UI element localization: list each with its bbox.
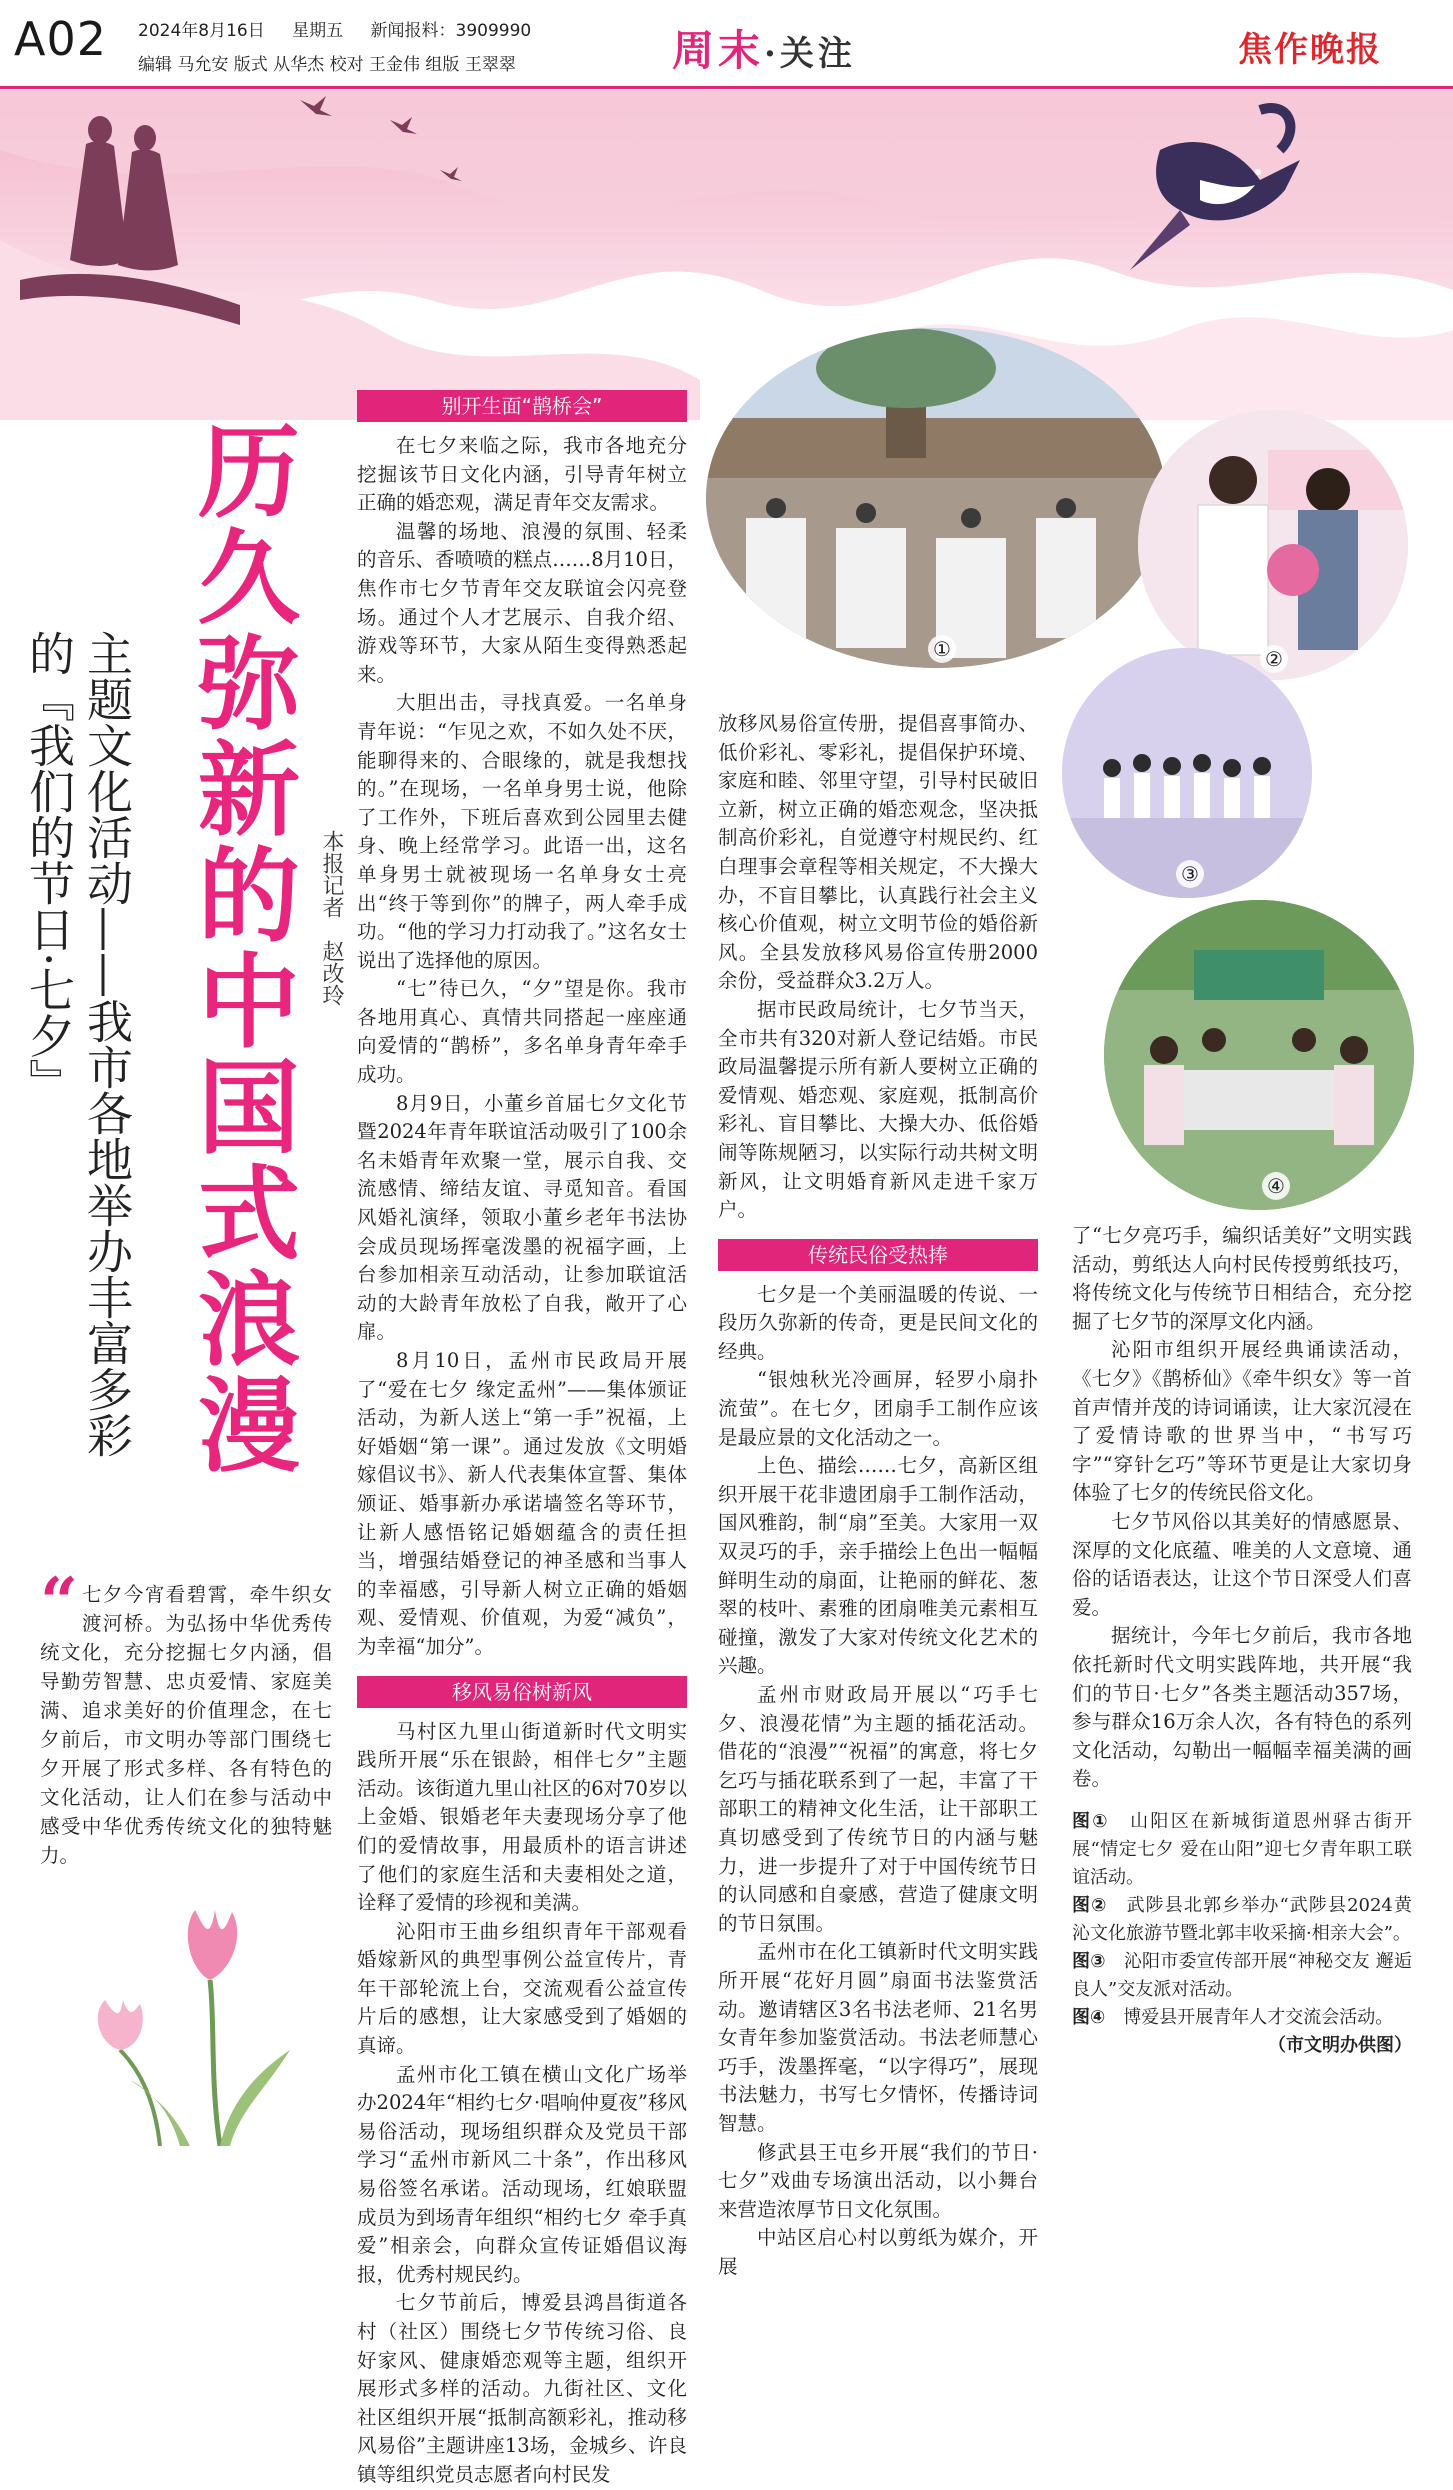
text-column-2 bbox=[718, 710, 1038, 2281]
photo-number-1: ① bbox=[928, 635, 956, 663]
photo-credit: （市文明办供图） bbox=[1268, 2034, 1412, 2056]
paragraph: 沁阳市王曲乡组织青年干部观看婚嫁新风的典型事例公益宣传片，青年干部轮流上台，交流观看公益宣传片后的感想，让大家感受到了婚姻的真谛。 bbox=[357, 1919, 687, 2058]
paragraph: 沁阳市组织开展经典诵读活动，《七夕》《鹊桥仙》《牵牛织女》等一首首声情并茂的诗词诵读，让大家沉浸在了爱情诗歌的世界当中，“书写巧字”“穿针乞巧”等环节更是让大家切身体验了七夕的传统民俗文化。 bbox=[1072, 1338, 1412, 1505]
photo-1 bbox=[706, 328, 1166, 668]
paragraph: 在七夕来临之际，我市各地充分挖掘该节日文化内涵，引导青年树立正确的婚恋观，满足青年交友需求。 bbox=[357, 434, 687, 515]
section-title-1: 别开生面“鹊桥会” bbox=[357, 390, 687, 422]
paragraph: 温馨的场地、浪漫的氛围、轻柔的音乐、香喷喷的糕点……8月10日，焦作市七夕节青年交友联谊会闪亮登场。通过个人才艺展示、自我介绍、游戏等环节，大家从陌生变得熟悉起来。 bbox=[357, 519, 687, 686]
issue-weekday: 星期五 bbox=[292, 21, 344, 41]
newspaper-logo: 焦作晚报 bbox=[1238, 30, 1382, 70]
tulip-flower-icon bbox=[60, 1900, 360, 2146]
photo-2 bbox=[1138, 410, 1408, 680]
paragraph: 8月9日，小董乡首届七夕文化节暨2024年青年联谊活动吸引了100余名未婚青年欢聚一堂，展示自我、交流感情、缔结友谊、寻觅知音。看国风婚礼演绎，领取小董乡老年书法协会成员现场挥毫泼墨的祝福字画，上台参加相亲互动活动，让参加联谊活动的大龄青年放松了自我，敞开了心扉。 bbox=[357, 1091, 687, 1344]
section-title-3: 传统民俗受热捧 bbox=[718, 1239, 1038, 1271]
issue-date: 2024年8月16日 bbox=[138, 21, 265, 41]
photo-number-3: ③ bbox=[1176, 860, 1204, 888]
paragraph: 据市民政局统计，七夕节当天，全市共有320对新人登记结婚。市民政局温馨提示所有新人要树立正确的爱情观、婚恋观、家庭观，抵制高价彩礼、盲目攀比、大操大办、低俗婚闹等陈规陋习，以实际行动共树文明新风，让文明婚育新风走进千家万户。 bbox=[718, 997, 1038, 1222]
decorative-banner bbox=[0, 90, 1453, 420]
text-column-3 bbox=[1072, 1222, 1412, 2060]
photo-number-4: ④ bbox=[1262, 1172, 1290, 1200]
paragraph: 上色、描绘……七夕，高新区组织开展干花非遗团扇手工制作活动，国风雅韵，制“扇”至美。大家用一双双灵巧的手，亲手描绘上色出一幅幅鲜明生动的扇面，让艳丽的鲜花、葱翠的枝叶、素雅的团扇唯美元素相互碰撞，激发了大家对传统文化艺术的兴趣。 bbox=[718, 1454, 1038, 1678]
page-title: 历久弥新的中国式浪漫 bbox=[181, 418, 301, 1478]
page-header bbox=[0, 0, 1453, 90]
subtitle: 主题文化活动——我市各地举办丰富多彩的『我们的节日·七夕』 bbox=[22, 630, 134, 1458]
photo-number-2: ② bbox=[1260, 645, 1288, 673]
photo-caption: 图③ 沁阳市委宣传部开展“神秘交友 邂逅良人”交友派对活动。 bbox=[1072, 1950, 1412, 2000]
paragraph: 中站区启心村以剪纸为媒介，开展 bbox=[718, 2226, 1038, 2278]
text-column-1 bbox=[357, 390, 687, 2490]
photo-caption: 图① 山阳区在新城街道恩州驿古街开展“情定七夕 爱在山阳”迎七夕青年职工联谊活动。 bbox=[1072, 1810, 1412, 1888]
paragraph: 放移风易俗宣传册，提倡喜事简办、低价彩礼、零彩礼，提倡保护环境、家庭和睦、邻里守望，引导村民破旧立新，树立正确的婚恋观念，坚决抵制高价彩礼，自觉遵守村规民约、红白理事会章程等相关规定，不大操大办，不盲目攀比，认真践行社会主义核心价值观，树立文明节俭的婚俗新风。全县发放移风易俗宣传册2000余份，受益群众3.2万人。 bbox=[718, 712, 1038, 993]
lead-paragraph: “ 七夕今宵看碧霄，牵牛织女渡河桥。为弘扬中华优秀传统文化，充分挖掘七夕内涵，倡导勤劳智慧、忠贞爱情、家庭美满、追求美好的价值理念，在七夕前后，市文明办等部门围绕七夕开展了形式多样、各有特色的文化活动，让人们在参与活动中感受中华优秀传统文化的独特魅力。 bbox=[40, 1563, 332, 1867]
paragraph: “银烛秋光冷画屏，轻罗小扇扑流萤”。在七夕，团扇手工制作应该是最应景的文化活动之一。 bbox=[718, 1368, 1038, 1449]
photo-caption: 图④ 博爱县开展青年人才交流会活动。 （市文明办供图） bbox=[1072, 2004, 1412, 2032]
photo-4 bbox=[1104, 900, 1414, 1210]
paragraph: 孟州市财政局开展以“巧手七夕、浪漫花情”为主题的插花活动。借花的“浪漫”“祝福”的寓意，将七夕乞巧与插花联系到了一起，丰富了干部职工的精神文化生活，让干部职工真切感受到了传统节日的内涵与魅力，进一步提升了对于中国传统节日的认同感和自豪感，营造了健康文明的节日氛围。 bbox=[718, 1683, 1038, 1935]
paragraph: 马村区九里山街道新时代文明实践所开展“乐在银龄，相伴七夕”主题活动。该街道九里山社区的6对70岁以上金婚、银婚老年夫妻现场分享了他们的爱情故事，用最质朴的语言讲述了他们的家庭生活和夫妻相处之道，诠释了爱情的珍视和美满。 bbox=[357, 1719, 687, 1915]
paragraph: “七”待已久，“夕”望是你。我市各地用真心、真情共同搭起一座座通向爱情的“鹊桥”，多名单身青年牵手成功。 bbox=[357, 977, 687, 1087]
paragraph: 七夕是一个美丽温暖的传说、一段历久弥新的传奇，更是民间文化的经典。 bbox=[718, 1282, 1038, 1363]
section-title-2: 移风易俗树新风 bbox=[357, 1676, 687, 1708]
paragraph: 七夕节风俗以其美好的情感愿景、深厚的文化底蕴、唯美的人文意境、通俗的话语表达，让这个节日深受人们喜爱。 bbox=[1072, 1509, 1412, 1619]
staff-credits: 编辑 马允安 版式 从华杰 校对 王金伟 组版 王翠翠 bbox=[138, 55, 516, 75]
page-number: A02 bbox=[14, 12, 108, 66]
paragraph: 了“七夕亮巧手，编织话美好”文明实践活动，剪纸达人向村民传授剪纸技巧，将传统文化与传统节日相结合，充分挖掘了七夕节的深厚文化内涵。 bbox=[1072, 1224, 1412, 1333]
paragraph: 七夕节前后，博爱县鸿昌街道各村（社区）围绕七夕节传统习俗、良好家风、健康婚恋观等主题，组织开展形式多样的活动。九街社区、文化社区组织开展“抵制高额彩礼，推动移风易俗”主题讲座13场，金城乡、许良镇等组织党员志愿者向村民发 bbox=[357, 2291, 687, 2486]
paragraph: 修武县王屯乡开展“我们的节日·七夕”戏曲专场演出活动，以小舞台来营造浓厚节日文化氛围。 bbox=[718, 2140, 1038, 2221]
quote-mark-icon: “ bbox=[40, 1563, 78, 1641]
paragraph: 据统计，今年七夕前后，我市各地依托新时代文明实践阵地，共开展“我们的节日·七夕”各类主题活动357场，参与群众16万余人次，各有特色的系列文化活动，勾勒出一幅幅幸福美满的画卷。 bbox=[1072, 1624, 1412, 1791]
paragraph: 孟州市化工镇在横山文化广场举办2024年“相约七夕·唱响仲夏夜”移风易俗活动，现场组织群众及党员干部学习“孟州市新风二十条”，作出移风易俗签名承诺。活动现场，红娘联盟成员为到场青年组织“相约七夕 牵手真爱”相亲会，向群众宣传证婚倡议海报，优秀村规民约。 bbox=[357, 2062, 687, 2286]
paragraph: 8月10日，孟州市民政局开展了“爱在七夕 缘定孟州”——集体颁证活动，为新人送上“第一手”祝福，上好婚姻“第一课”。通过发放《文明婚嫁倡议书》、新人代表集体宣誓、集体颁证、婚事新办承诺墙签名等环节，让新人感悟铭记婚姻蕴含的责任担当，增强结婚登记的神圣感和当事人的幸福感，引导新人树立正确的婚姻观、爱情观、价值观，为爱“减负”，为幸福“加分”。 bbox=[357, 1349, 687, 1658]
paragraph: 孟州市在化工镇新时代文明实践所开展“花好月圆”扇面书法鉴赏活动。邀请辖区3名书法老师、21名男女青年参加鉴赏活动。书法老师慧心巧手，泼墨挥毫，“以字得巧”，展现书法魅力，书写七夕情怀，传播诗词智慧。 bbox=[718, 1940, 1038, 2135]
header-rule bbox=[0, 86, 1453, 89]
byline: 本报记者 赵改玲 bbox=[319, 830, 344, 1006]
column-title: 周末·关注 bbox=[672, 26, 856, 75]
news-hotline: 新闻报料：3909990 bbox=[370, 21, 532, 41]
photo-caption: 图② 武陟县北郭乡举办“武陟县2024黄沁文化旅游节暨北郭丰收采摘·相亲大会”。 bbox=[1072, 1894, 1412, 1944]
paragraph: 大胆出击，寻找真爱。一名单身青年说：“乍见之欢，不如久处不厌，能聊得来的、合眼缘的，就是我想找的。”在现场，一名单身男士说，他除了工作外，下班后喜欢到公园里去健身、晚上经常学习。此语一出，这名单身男士就被现场一名单身女士亮出“终于等到你”的牌子，两人牵手成功。“他的学习力打动我了。”这名女士说出了选择他的原因。 bbox=[357, 691, 687, 972]
